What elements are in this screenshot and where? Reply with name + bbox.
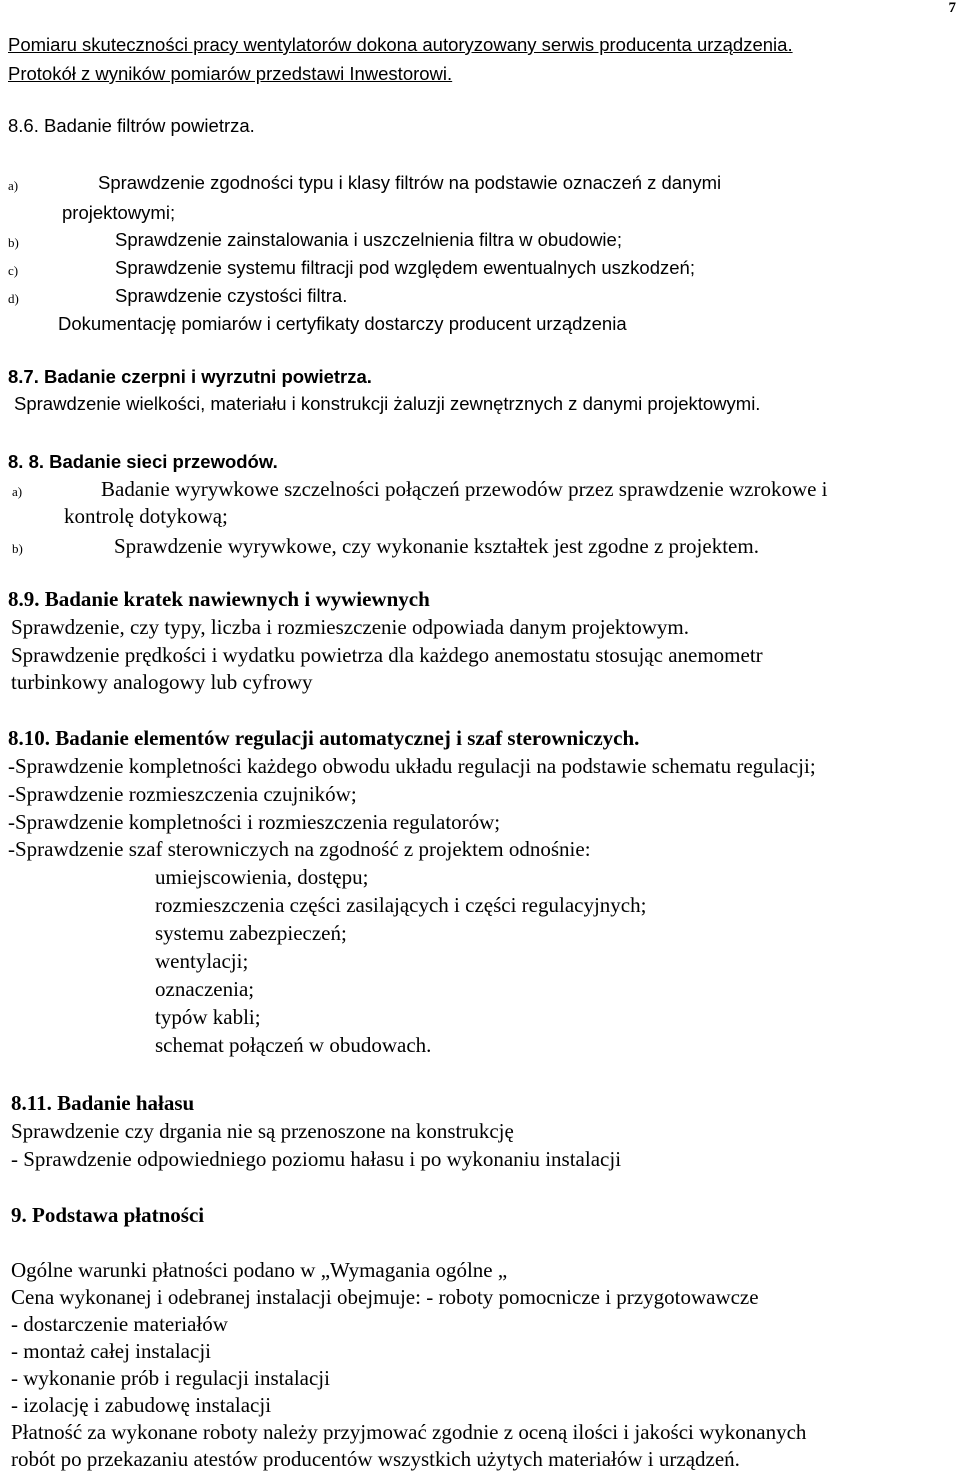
section-8-10-sub-item: oznaczenia;: [155, 977, 255, 1001]
section-8-11-line-1: Sprawdzenie czy drgania nie są przenoszone na konstrukcję: [11, 1119, 514, 1143]
section-8-10-sub-item: rozmieszczenia części zasilających i części regulacyjnych;: [155, 893, 647, 917]
section-8-10-sub-item: schemat połączeń w obudowach.: [155, 1033, 432, 1057]
section-8-9-line-1: Sprawdzenie, czy typy, liczba i rozmieszczenie odpowiada danym projektowym.: [11, 615, 689, 639]
section-9-line-6: - izolację i zabudowę instalacji: [11, 1393, 272, 1417]
section-9-heading: 9. Podstawa płatności: [11, 1203, 205, 1227]
section-8-10-sub-item: wentylacji;: [155, 949, 249, 973]
item-label: a): [12, 484, 23, 499]
section-8-11-heading: 8.11. Badanie hałasu: [11, 1091, 195, 1115]
page-number: 7: [948, 0, 956, 16]
section-8-9-line-3: turbinkowy analogowy lub cyfrowy: [11, 670, 313, 694]
section-9-line-3: - dostarczenie materiałów: [11, 1312, 228, 1336]
item-label: d): [8, 291, 19, 306]
section-8-11-line-2: - Sprawdzenie odpowiedniego poziomu hałasu i po wykonaniu instalacji: [11, 1147, 622, 1171]
section-8-6-item-a: Sprawdzenie zgodności typu i klasy filtrów na podstawie oznaczeń z danymi: [98, 172, 722, 193]
section-8-10-line-1: -Sprawdzenie kompletności każdego obwodu układu regulacji na podstawie schematu regulacji;: [8, 754, 816, 778]
section-9-line-2: Cena wykonanej i odebranej instalacji obejmuje: - roboty pomocnicze i przygotowawcze: [11, 1285, 759, 1309]
section-9-line-4: - montaż całej instalacji: [11, 1339, 211, 1363]
item-label: a): [8, 178, 19, 193]
section-8-6-heading: 8.6. Badanie filtrów powietrza.: [8, 115, 255, 136]
section-8-8-heading: 8. 8. Badanie sieci przewodów.: [8, 451, 278, 472]
section-8-10-heading: 8.10. Badanie elementów regulacji automatycznej i szaf sterowniczych.: [8, 726, 640, 750]
item-label: b): [8, 235, 19, 250]
section-8-10-line-4: -Sprawdzenie szaf sterowniczych na zgodność z projektem odnośnie:: [8, 837, 591, 861]
intro-line-2: Protokół z wyników pomiarów przedstawi Inwestorowi.: [8, 63, 453, 84]
section-8-9-heading: 8.9. Badanie kratek nawiewnych i wywiewnych: [8, 587, 430, 611]
section-9-line-1: Ogólne warunki płatności podano w „Wymagania ogólne „: [11, 1258, 508, 1282]
section-8-10-sub-item: typów kabli;: [155, 1005, 261, 1029]
item-label: c): [8, 263, 19, 278]
section-8-6-item-c: Sprawdzenie systemu filtracji pod względem ewentualnych uszkodzeń;: [115, 257, 695, 278]
section-8-9-line-2: Sprawdzenie prędkości i wydatku powietrza dla każdego anemostatu stosując anemometr: [11, 643, 763, 667]
section-8-10-line-3: -Sprawdzenie kompletności i rozmieszczenia regulatorów;: [8, 810, 501, 834]
section-8-8-item-a-cont: kontrolę dotykową;: [64, 504, 228, 528]
section-8-10-sub-item: umiejscowienia, dostępu;: [155, 865, 369, 889]
section-8-6-item-d: Sprawdzenie czystości filtra.: [115, 285, 348, 306]
section-8-10-sub-item: systemu zabezpieczeń;: [155, 921, 347, 945]
section-8-7-heading: 8.7. Badanie czerpni i wyrzutni powietrza.: [8, 366, 372, 387]
intro-line-1: Pomiaru skuteczności pracy wentylatorów dokona autoryzowany serwis producenta urządzenia.: [8, 34, 793, 55]
section-8-8-item-a: Badanie wyrywkowe szczelności połączeń przewodów przez sprawdzenie wzrokowe i: [101, 477, 828, 501]
section-9-line-8: robót po przekazaniu atestów producentów wszystkich użytych materiałów i urządzeń.: [11, 1447, 740, 1471]
section-8-10-line-2: -Sprawdzenie rozmieszczenia czujników;: [8, 782, 357, 806]
section-8-8-item-b: Sprawdzenie wyrywkowe, czy wykonanie kształtek jest zgodne z projektem.: [114, 534, 759, 558]
item-label: b): [12, 541, 23, 556]
section-9-line-5: - wykonanie prób i regulacji instalacji: [11, 1366, 330, 1390]
section-8-6-item-a-cont: projektowymi;: [62, 202, 176, 223]
section-9-line-7: Płatność za wykonane roboty należy przyjmować zgodnie z oceną ilości i jakości wykonanych: [11, 1420, 807, 1444]
section-8-7-text: Sprawdzenie wielkości, materiału i konstrukcji żaluzji zewnętrznych z danymi projektowymi.: [14, 393, 761, 414]
section-8-6-note: Dokumentację pomiarów i certyfikaty dostarczy producent urządzenia: [58, 313, 627, 334]
section-8-6-item-b: Sprawdzenie zainstalowania i uszczelnienia filtra w obudowie;: [115, 229, 622, 250]
